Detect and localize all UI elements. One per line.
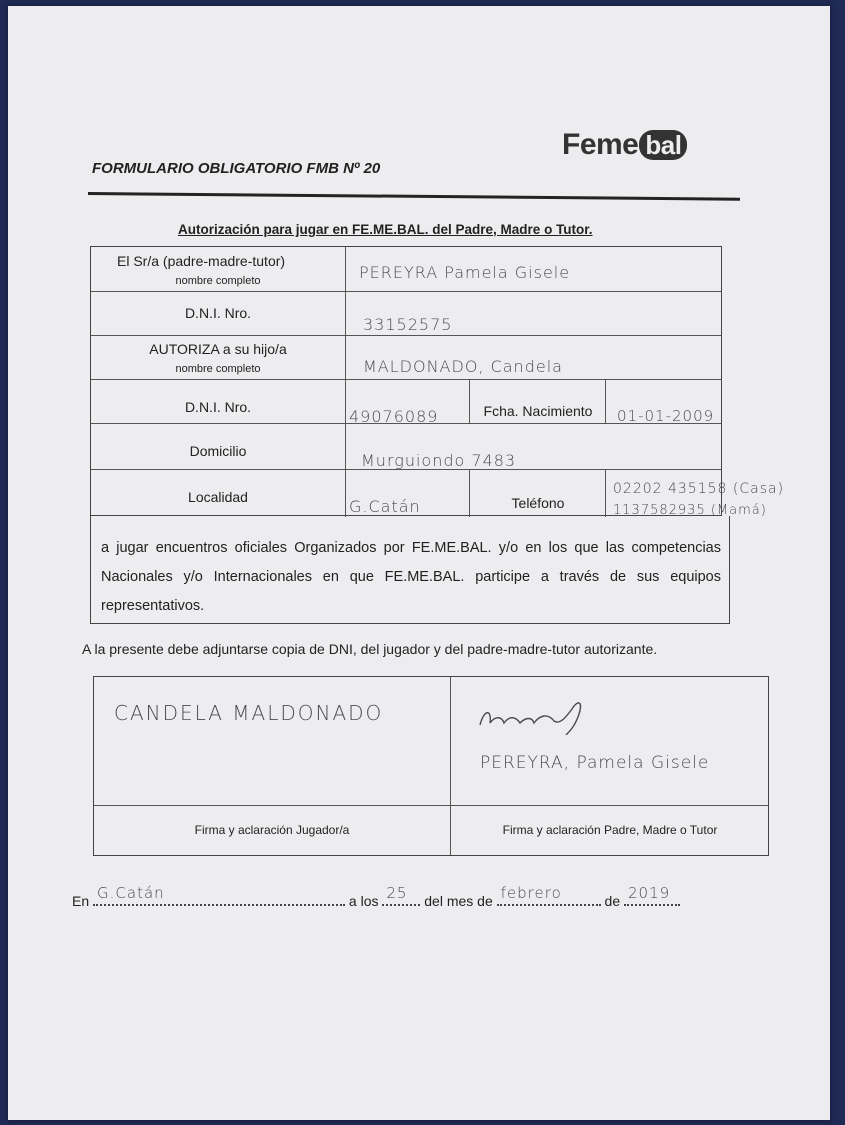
date-en-label: En [72, 893, 90, 909]
date-day-label: a los [348, 893, 379, 909]
parent-sublabel: nombre completo [175, 275, 261, 287]
form-subtitle: Autorización para jugar en FE.ME.BAL. del Padre, Madre o Tutor. [178, 222, 593, 237]
parent-label: El Sr/a (padre-madre-tutor) [117, 253, 286, 269]
row-divider [91, 291, 721, 292]
femebal-logo [562, 128, 687, 162]
date-year-label: de [604, 893, 621, 909]
parent-dni-field: 33152575 [363, 315, 453, 334]
column-divider [605, 469, 606, 517]
address-label: Domicilio [189, 443, 247, 459]
year-field [624, 884, 680, 906]
phone-field-mother: 1137582935 (Mamá) [613, 503, 767, 518]
phone-field-home: 02202 435158 (Casa) [613, 481, 785, 497]
authorizes-label: AUTORIZA a su hijo/a [149, 341, 287, 357]
logo-text: Feme [562, 128, 639, 161]
month-value: febrero [500, 884, 562, 902]
attachment-note: A la presente debe adjuntarse copia de DNI, del jugador y del padre-madre-tutor autorizante. [82, 641, 658, 657]
phone-label: Teléfono [511, 495, 565, 511]
signature-row-divider [94, 805, 768, 806]
column-divider [605, 379, 606, 423]
parent-signature-scribble [474, 695, 594, 735]
city-field: G.Catán [349, 497, 421, 516]
parent-clarification: PEREYRA, Pamela Gisele [480, 753, 710, 773]
day-value: 25 [386, 884, 408, 902]
player-clarification: CANDELA MALDONADO [114, 701, 384, 725]
column-divider [469, 469, 470, 517]
day-field [382, 884, 420, 906]
child-sublabel: nombre completo [175, 363, 261, 375]
parent-name-field: PEREYRA Pamela Gisele [359, 263, 571, 282]
row-divider [91, 335, 721, 336]
authorization-table [90, 246, 785, 518]
child-dni-field: 49076089 [349, 407, 439, 426]
year-value: 2019 [628, 884, 671, 902]
birth-date-field: 01-01-2009 [617, 407, 715, 425]
city-label: Localidad [188, 489, 248, 505]
date-line [72, 884, 680, 909]
column-divider [469, 379, 470, 423]
date-month-label: del mes de [424, 893, 493, 909]
birth-date-label: Fcha. Nacimiento [483, 403, 593, 419]
form-title: FORMULARIO OBLIGATORIO FMB Nº 20 [92, 160, 381, 177]
signature-table [93, 676, 769, 856]
row-divider [91, 379, 721, 380]
month-field [497, 884, 601, 906]
place-field [93, 884, 345, 906]
logo-badge: bal [639, 130, 687, 160]
parent-dni-label: D.N.I. Nro. [184, 305, 252, 321]
parent-signature-caption: Firma y aclaración Padre, Madre o Tutor [502, 823, 718, 837]
child-dni-label: D.N.I. Nro. [184, 399, 252, 415]
address-field: Murguiondo 7483 [361, 451, 517, 470]
player-signature-caption: Firma y aclaración Jugador/a [194, 823, 350, 837]
child-name-field: MALDONADO, Candela [363, 357, 563, 376]
authorization-clause: a jugar encuentros oficiales Organizados por FE.ME.BAL. y/o en los que las competencias Nacionales y/o Internacionales en que FE.ME.BAL. participe a través de sus equipos representativos. [90, 516, 730, 624]
place-value: G.Catán [97, 884, 165, 902]
column-divider [345, 247, 346, 517]
